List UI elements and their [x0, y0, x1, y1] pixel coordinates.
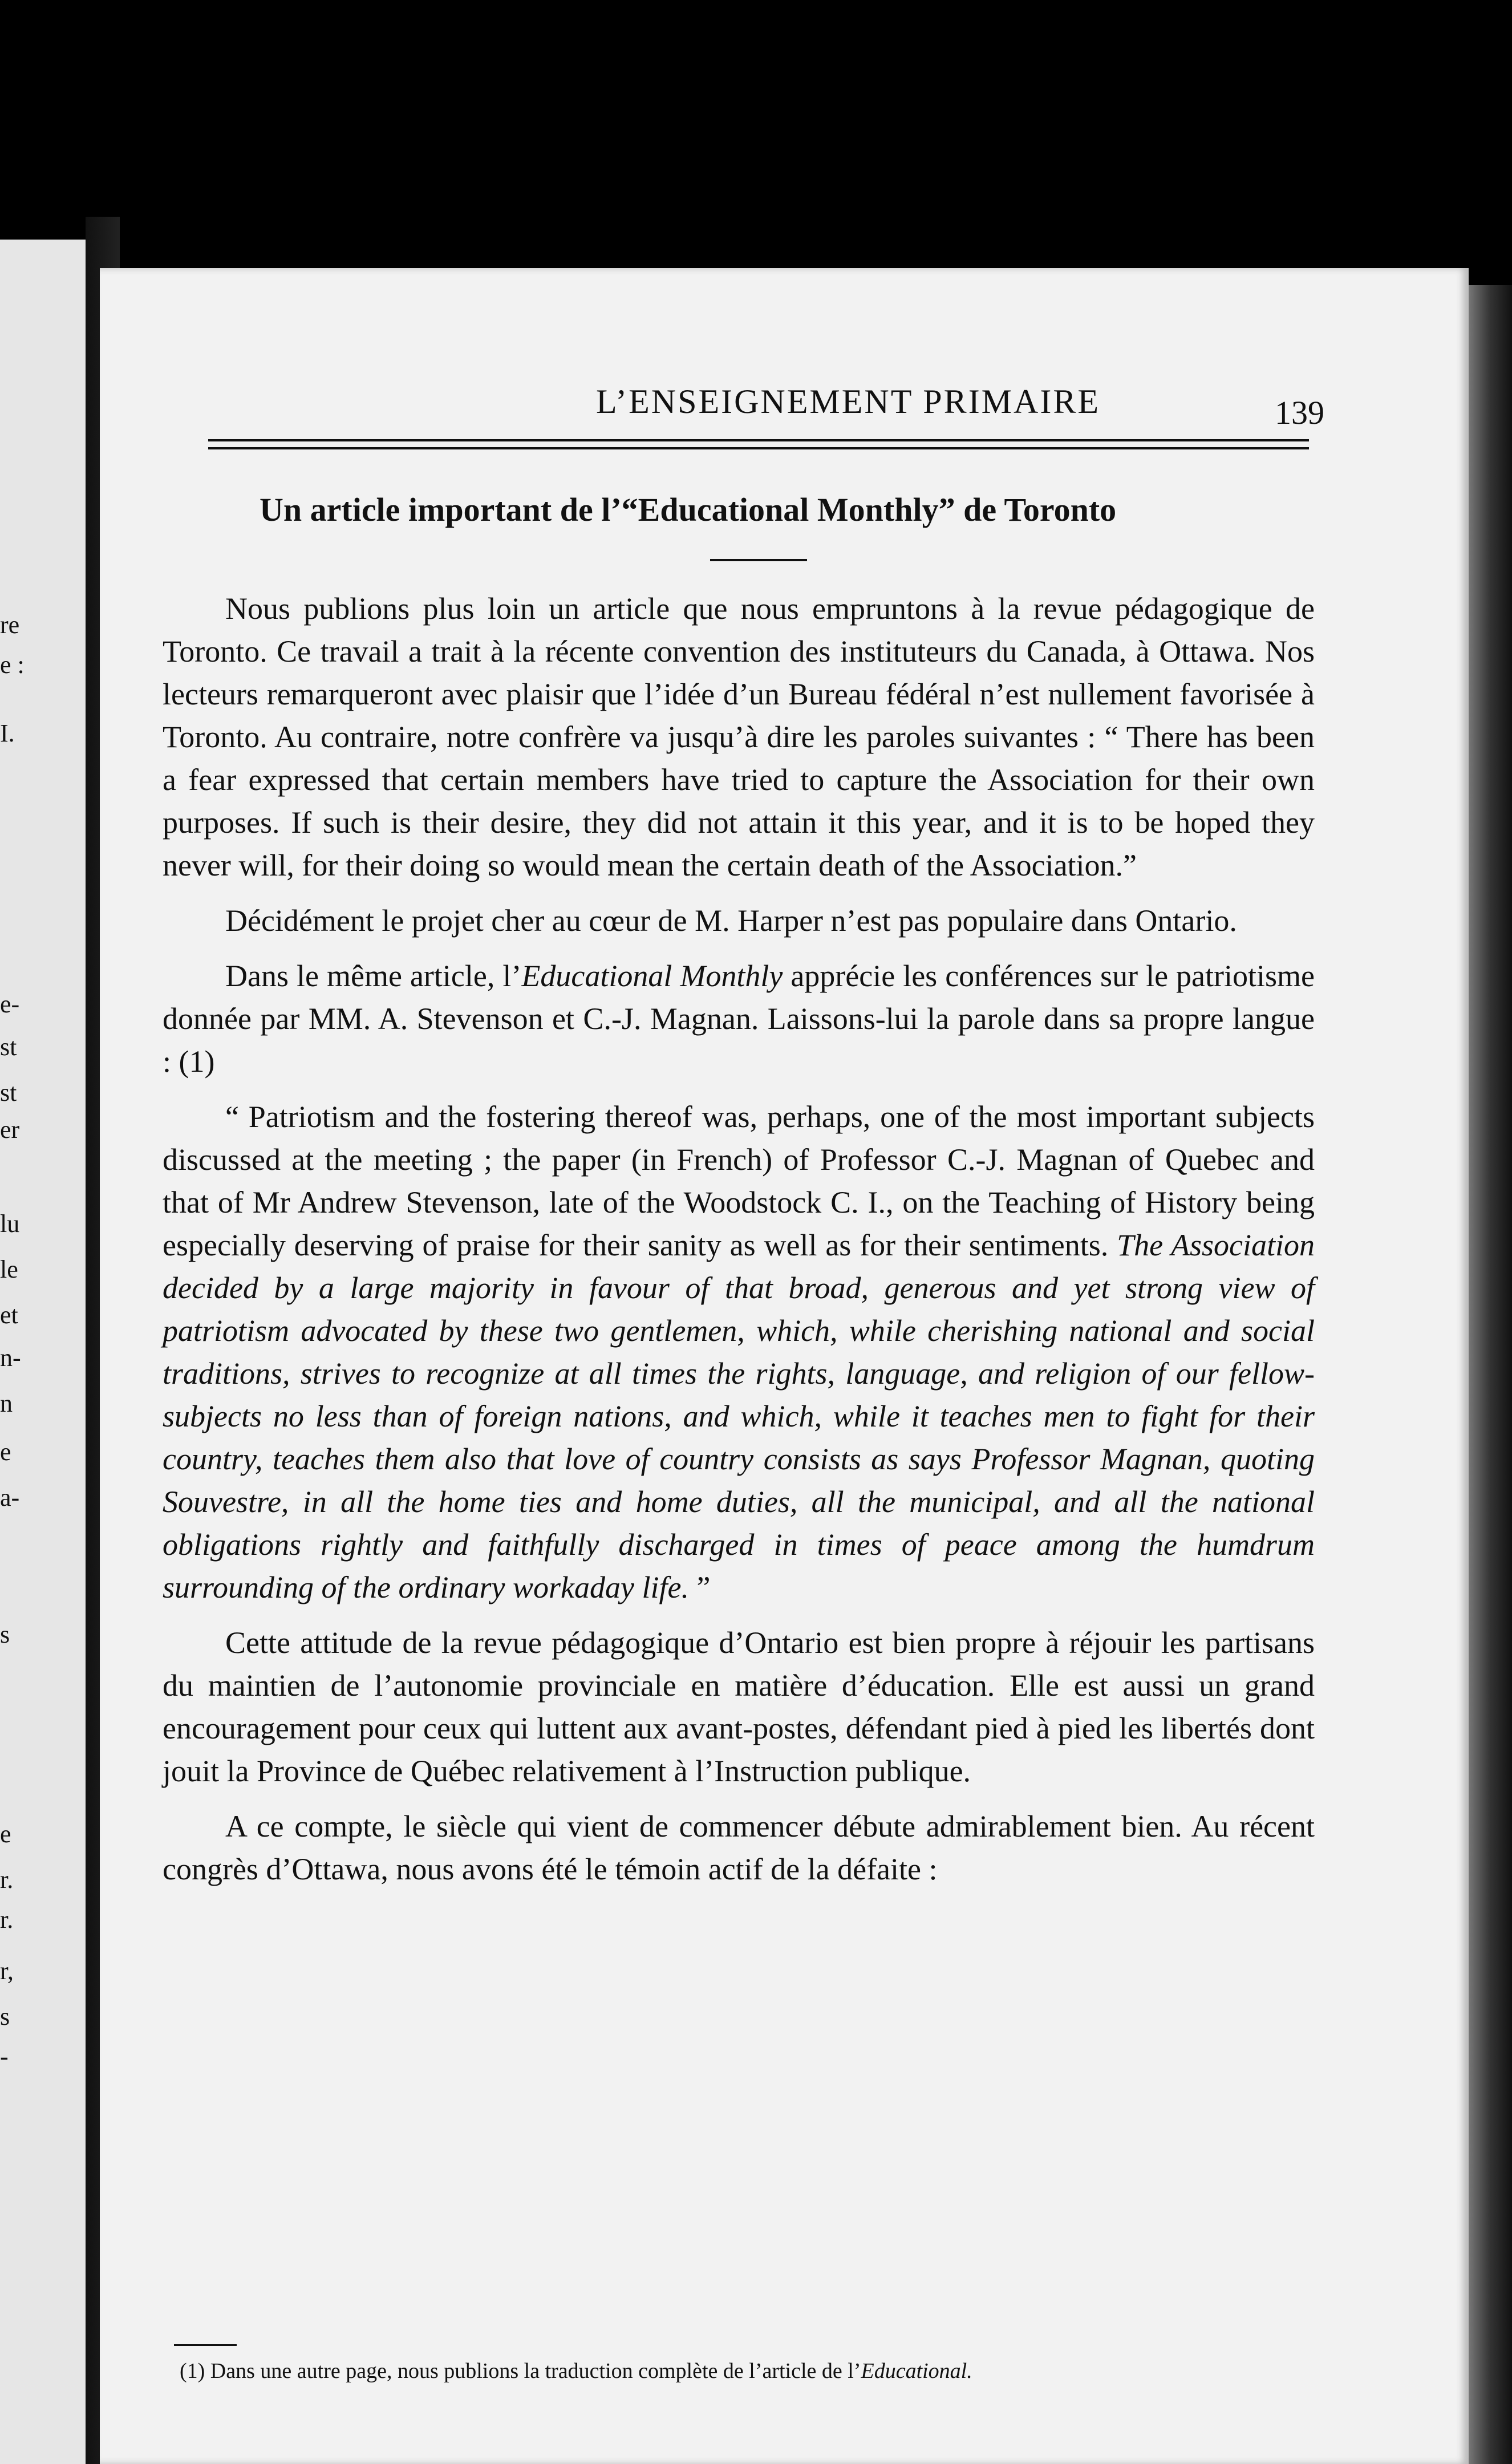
- paragraph: [163, 955, 1315, 1083]
- margin-fragment: er: [0, 1116, 20, 1144]
- running-head: L’ENSEIGNEMENT PRIMAIRE: [596, 383, 1101, 420]
- journal-name: Educational Monthly: [521, 959, 783, 993]
- margin-fragment: -: [0, 2042, 9, 2070]
- paragraph-text: Dans le même article, l’: [225, 959, 522, 993]
- quote-italic-text: The Association decided by a large majority in favour of that broad, generous and yet strong view of patriotism advocated by these two gentlemen, which, while cherishing national and social traditions, strives to recognize at all times the rights, language, and religion of our fellow-subjects no less than of foreign nations, and which, while it teaches men to fight for their country, teaches them also that love of country consists as says Professor Magnan, quoting Souvestre, in all the home ties and home duties, all the municipal, and all the national obligations rightly and faithfully discharged in times of peace among the humdrum surrounding of the ordinary workaday life.: [163, 1228, 1315, 1604]
- article-body: [163, 587, 1315, 1903]
- footnote-text: (1) Dans une autre page, nous publions la traduction complète de l’article de l’: [180, 2359, 861, 2383]
- page-number: 139: [1275, 394, 1324, 431]
- margin-fragment: lu: [0, 1210, 20, 1238]
- margin-fragment: r,: [0, 1957, 14, 1985]
- margin-fragment: e: [0, 1438, 11, 1466]
- paragraph: Cette attitude de la revue pédagogique d’Ontario est bien propre à réjouir les partisans du maintien de l’autonomie provinciale en matière d’éducation. Elle est aussi un grand encouragement pour ceux qui luttent aux avant-postes, défendant pied à pied les libertés dont jouit la Province de Québec relativement à l’Instruction publique.: [163, 1626, 1315, 1788]
- quote-close: ”: [688, 1570, 711, 1604]
- margin-fragment: le: [0, 1255, 18, 1283]
- margin-fragment: st: [0, 1033, 17, 1061]
- margin-fragment: e :: [0, 651, 25, 679]
- paragraph: Nous publions plus loin un article que nous empruntons à la revue pédagogique de Toronto. Ce travail a trait à la récente convention des instituteurs du Canada, à Ottawa. Nos lecteurs remarqueront avec plaisir que l’idée d’un Bureau fédéral n’est nullement favorisée à Toronto. Au contraire, notre confrère va jusqu’à dire les paroles suivantes : “ There has been a fear expressed that certain members have tried to capture the Association for their own purposes. If such is their desire, they did not attain it this year, and it is to be hoped they never will, for their doing so would mean the certain death of the Association.”: [163, 591, 1315, 882]
- paragraph: A ce compte, le siècle qui vient de commencer débute admirablement bien. Au récent congrès d’Ottawa, nous avons été le témoin actif de la défaite :: [163, 1809, 1315, 1886]
- margin-fragment: a-: [0, 1484, 20, 1511]
- margin-fragment: e: [0, 1820, 11, 1848]
- footnote-italic: Educational.: [861, 2359, 972, 2383]
- paragraph-text: apprécie les conférences sur le patriotisme donnée par MM. A. Stevenson et C.-J. Magnan. Laissons-lui la parole dans sa propre langue : (1): [163, 959, 1315, 1079]
- margin-fragment: st: [0, 1079, 17, 1107]
- footnote: [180, 2358, 1320, 2384]
- header-rule: [208, 439, 1309, 449]
- footnote-rule: [174, 2344, 237, 2346]
- margin-fragment: re: [0, 611, 20, 639]
- article-title: Un article important de l’“Educational Monthly” de Toronto: [260, 491, 1117, 528]
- title-rule: [710, 559, 807, 561]
- margin-fragment: e-: [0, 990, 20, 1018]
- margin-fragment: r.: [0, 1906, 14, 1934]
- margin-fragment: s: [0, 2003, 10, 2031]
- quote-text: “ Patriotism and the fostering thereof was, perhaps, one of the most important subjects discussed at the meeting ; the paper (in French) of Professor C.-J. Magnan of Quebec and that of Mr Andrew Stevenson, late of the Woodstock C. I., on the Teaching of History being especially deserving of praise for their sanity as well as for their sentiments.: [163, 1100, 1315, 1262]
- paragraph: Décidément le projet cher au cœur de M. Harper n’est pas populaire dans Ontario.: [225, 903, 1237, 938]
- previous-page-edge: [0, 240, 86, 2464]
- margin-fragment: I.: [0, 719, 15, 747]
- margin-fragment: s: [0, 1620, 10, 1648]
- page-edge-shadow: [1469, 285, 1512, 2464]
- quoted-paragraph: [163, 1096, 1315, 1609]
- margin-fragment: n-: [0, 1344, 21, 1372]
- margin-fragment: r.: [0, 1866, 14, 1894]
- margin-fragment: n: [0, 1389, 13, 1417]
- margin-fragment: et: [0, 1301, 18, 1329]
- book-page: [100, 268, 1469, 2464]
